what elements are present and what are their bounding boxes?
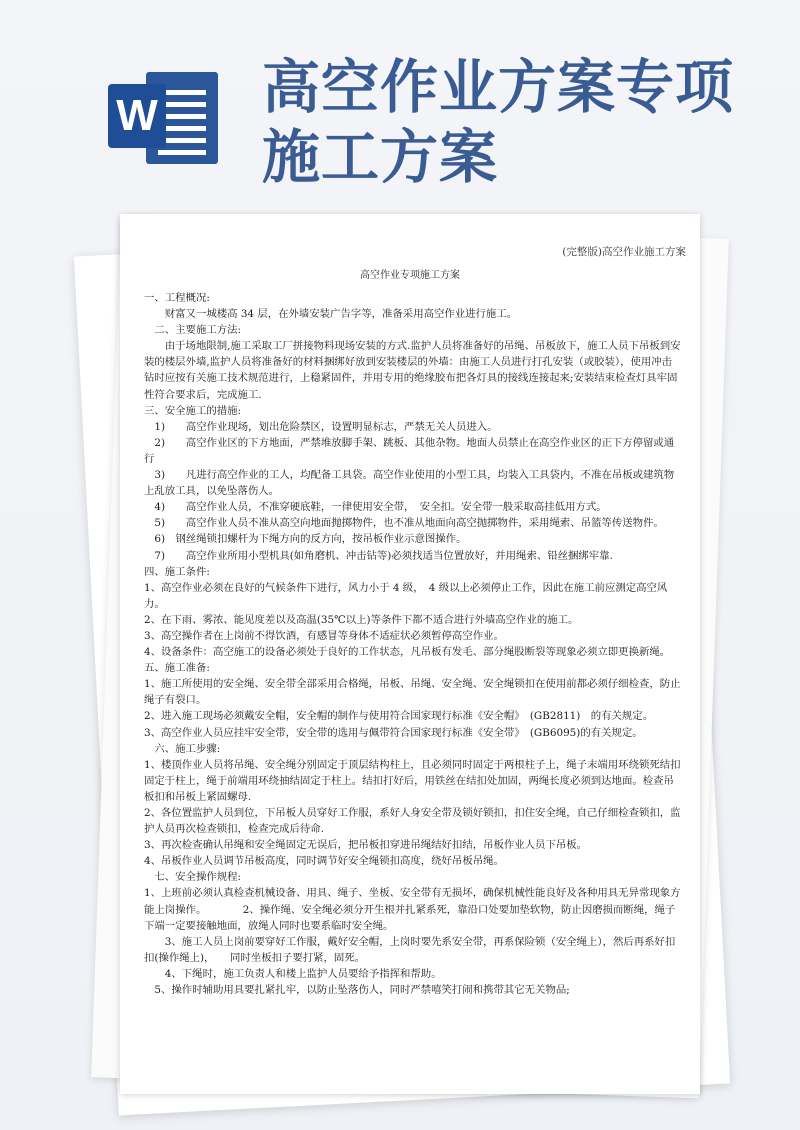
paragraph: 2、各位置监护人员到位，下吊板人员穿好工作服，系好人身安全带及锁好锁扣，扣住安全绳，自己仔细检查锁扣，监护人员再次检查锁扣，检查完成后待命. xyxy=(144,807,681,836)
paragraph: 五、施工准备: xyxy=(144,662,210,675)
paragraph: 1) 高空作业现场，划出危险禁区，设置明显标志，严禁无关人员进入。 xyxy=(144,420,498,433)
paragraph: 5) 高空作业人员不准从高空向地面抛掷物件，也不准从地面向高空抛掷物件，采用绳索、吊篮等传送物件。 xyxy=(144,517,664,530)
banner-title-line2: 施工方案 xyxy=(262,123,499,191)
paragraph: 财富又一城楼高 34 层，在外墙安装广告字等，准备采用高空作业进行施工。 xyxy=(144,308,518,321)
paragraph: 4、设备条件：高空施工的设备必须处于良好的工作状态，凡吊板有发毛、部分绳股断裂等现象必须立即更换新绳。 xyxy=(144,646,671,659)
paragraph: 2、进入施工现场必须戴安全帽，安全帽的制作与使用符合国家现行标准《安全帽》 (GB2811) 的有关规定。 xyxy=(144,710,654,723)
paragraph: 3) 凡进行高空作业的工人，均配备工具袋。高空作业使用的小型工具，均装入工具袋内，不准在吊板或建筑物上乱放工具，以免坠落伤人。 xyxy=(144,469,675,498)
paragraph: 2) 高空作业区的下方地面，严禁堆放脚手架、跳板、其他杂物。地面人员禁止在高空作业区的正下方停留或通行 xyxy=(144,436,675,465)
word-document-icon xyxy=(108,64,218,168)
document-header: (完整版)高空作业施工方案 xyxy=(562,246,686,258)
paragraph: 三、安全施工的措施: xyxy=(144,404,242,417)
paragraph: 1、高空作业必须在良好的气候条件下进行，风力小于 4 级， 4 级以上必须停止工作，因此在施工前应测定高空风力。 xyxy=(144,581,668,610)
paragraph: 1、施工所使用的安全绳、安全带全部采用合格绳，吊板、吊绳、安全绳、安全绳锁扣在使用前都必须仔细检查，防止绳子有裂口。 xyxy=(144,678,681,707)
paragraph: 3、高空操作者在上岗前不得饮酒，有感冒等身体不适症状必须暂停高空作业。 xyxy=(144,629,504,642)
document-page xyxy=(120,214,700,1094)
paragraph: 6) 钢丝绳锁扣螺杆为下绳方向的反方向，按吊板作业示意图操作。 xyxy=(144,533,467,546)
paragraph: 2、在下雨、雾浓、能见度差以及高温(35℃以上)等条件下都不适合进行外墙高空作业的施工。 xyxy=(144,613,579,626)
paragraph: 3、施工人员上岗前要穿好工作服，戴好安全帽，上岗时要先系安全带，再系保险锁（安全绳上），然后再系好扣扣(操作绳上)， 同时坐板扣子要打紧，固死。 xyxy=(144,935,676,964)
paragraph: 5、操作时辅助用具要扎紧扎牢，以防止坠落伤人，同时严禁嘻笑打闹和携带其它无关物品; xyxy=(144,984,570,997)
paragraph: 七、安全操作规程: xyxy=(144,871,242,884)
paragraph: 4) 高空作业人员，不准穿硬底鞋，一律使用安全带， 安全扣。安全带一般采取高挂低用方式。 xyxy=(144,501,607,514)
document-body xyxy=(144,290,682,998)
paragraph: 7) 高空作业所用小型机具(如角磨机、冲击钻等)必须找适当位置放好，并用绳索、铅丝捆绑牢靠. xyxy=(144,549,613,562)
banner-title-line1: 高空作业方案专项 xyxy=(262,53,735,121)
paragraph: 1、楼顶作业人员将吊绳、安全绳分别固定于顶层结构柱上，且必须同时固定于两根柱子上，绳子末端用环绕锁死结扣固定于柱上，绳于前端用环绕抽结固定于柱上。结扣打好后，用铁丝在结扣处加固，两绳长度必须到达地面。检查吊板扣和吊板上紧固螺母. xyxy=(144,758,681,803)
paragraph: 四、施工条件: xyxy=(144,565,210,578)
paragraph: 由于场地限制,施工采取工厂拼接物料现场安装的方式.监护人员将准备好的吊绳、吊板放下，施工人员下吊板到安装的楼层外墙,监护人员将准备好的材料捆绑好放到安装楼层的外墙：由施工人员进行打孔安装（或胶装），使用冲击钻时应按有关施工技术规范进行，上稳紧固件，并用专用的绝缘胶布把各灯具的接线连接起来;安装结束检查灯具牢固性符合要求后，完成施工. xyxy=(144,340,681,401)
paragraph: 1、上班前必须认真检查机械设备、用具、绳子、坐板、安全带有无损坏，确保机械性能良好及各种用具无异常现象方能上岗操作。 2、操作绳、安全绳必须分开生根并扎紧系死，靠沿口处要加垫软物，防止因磨损而断绳，绳子下端一定要接触地面，放绳人同时也要系临时安全绳。 xyxy=(144,887,681,932)
paragraph: 六、施工步骤: xyxy=(144,742,221,755)
paragraph: 一、工程概况: xyxy=(144,292,210,304)
word-badge: W xyxy=(108,84,166,148)
banner-title xyxy=(262,52,782,192)
paragraph: 二、主要施工方法: xyxy=(144,324,242,337)
document-title: 高空作业专项施工方案 xyxy=(360,270,460,281)
paragraph: 3、再次检查确认吊绳和安全绳固定无误后，把吊板扣穿进吊绳结好扣结，吊板作业人员下吊板。 xyxy=(144,839,588,852)
paragraph: 3、高空作业人员应挂牢安全带，安全带的选用与佩带符合国家现行标准《安全带》 (GB6095)的有关规定。 xyxy=(144,726,643,739)
paragraph: 4、下绳时，施工负责人和楼上监护人员要给予指挥和帮助。 xyxy=(144,967,442,980)
paragraph: 4、吊板作业人员调节吊板高度，同时调节好安全绳锁扣高度，绕好吊板吊绳。 xyxy=(144,855,504,868)
